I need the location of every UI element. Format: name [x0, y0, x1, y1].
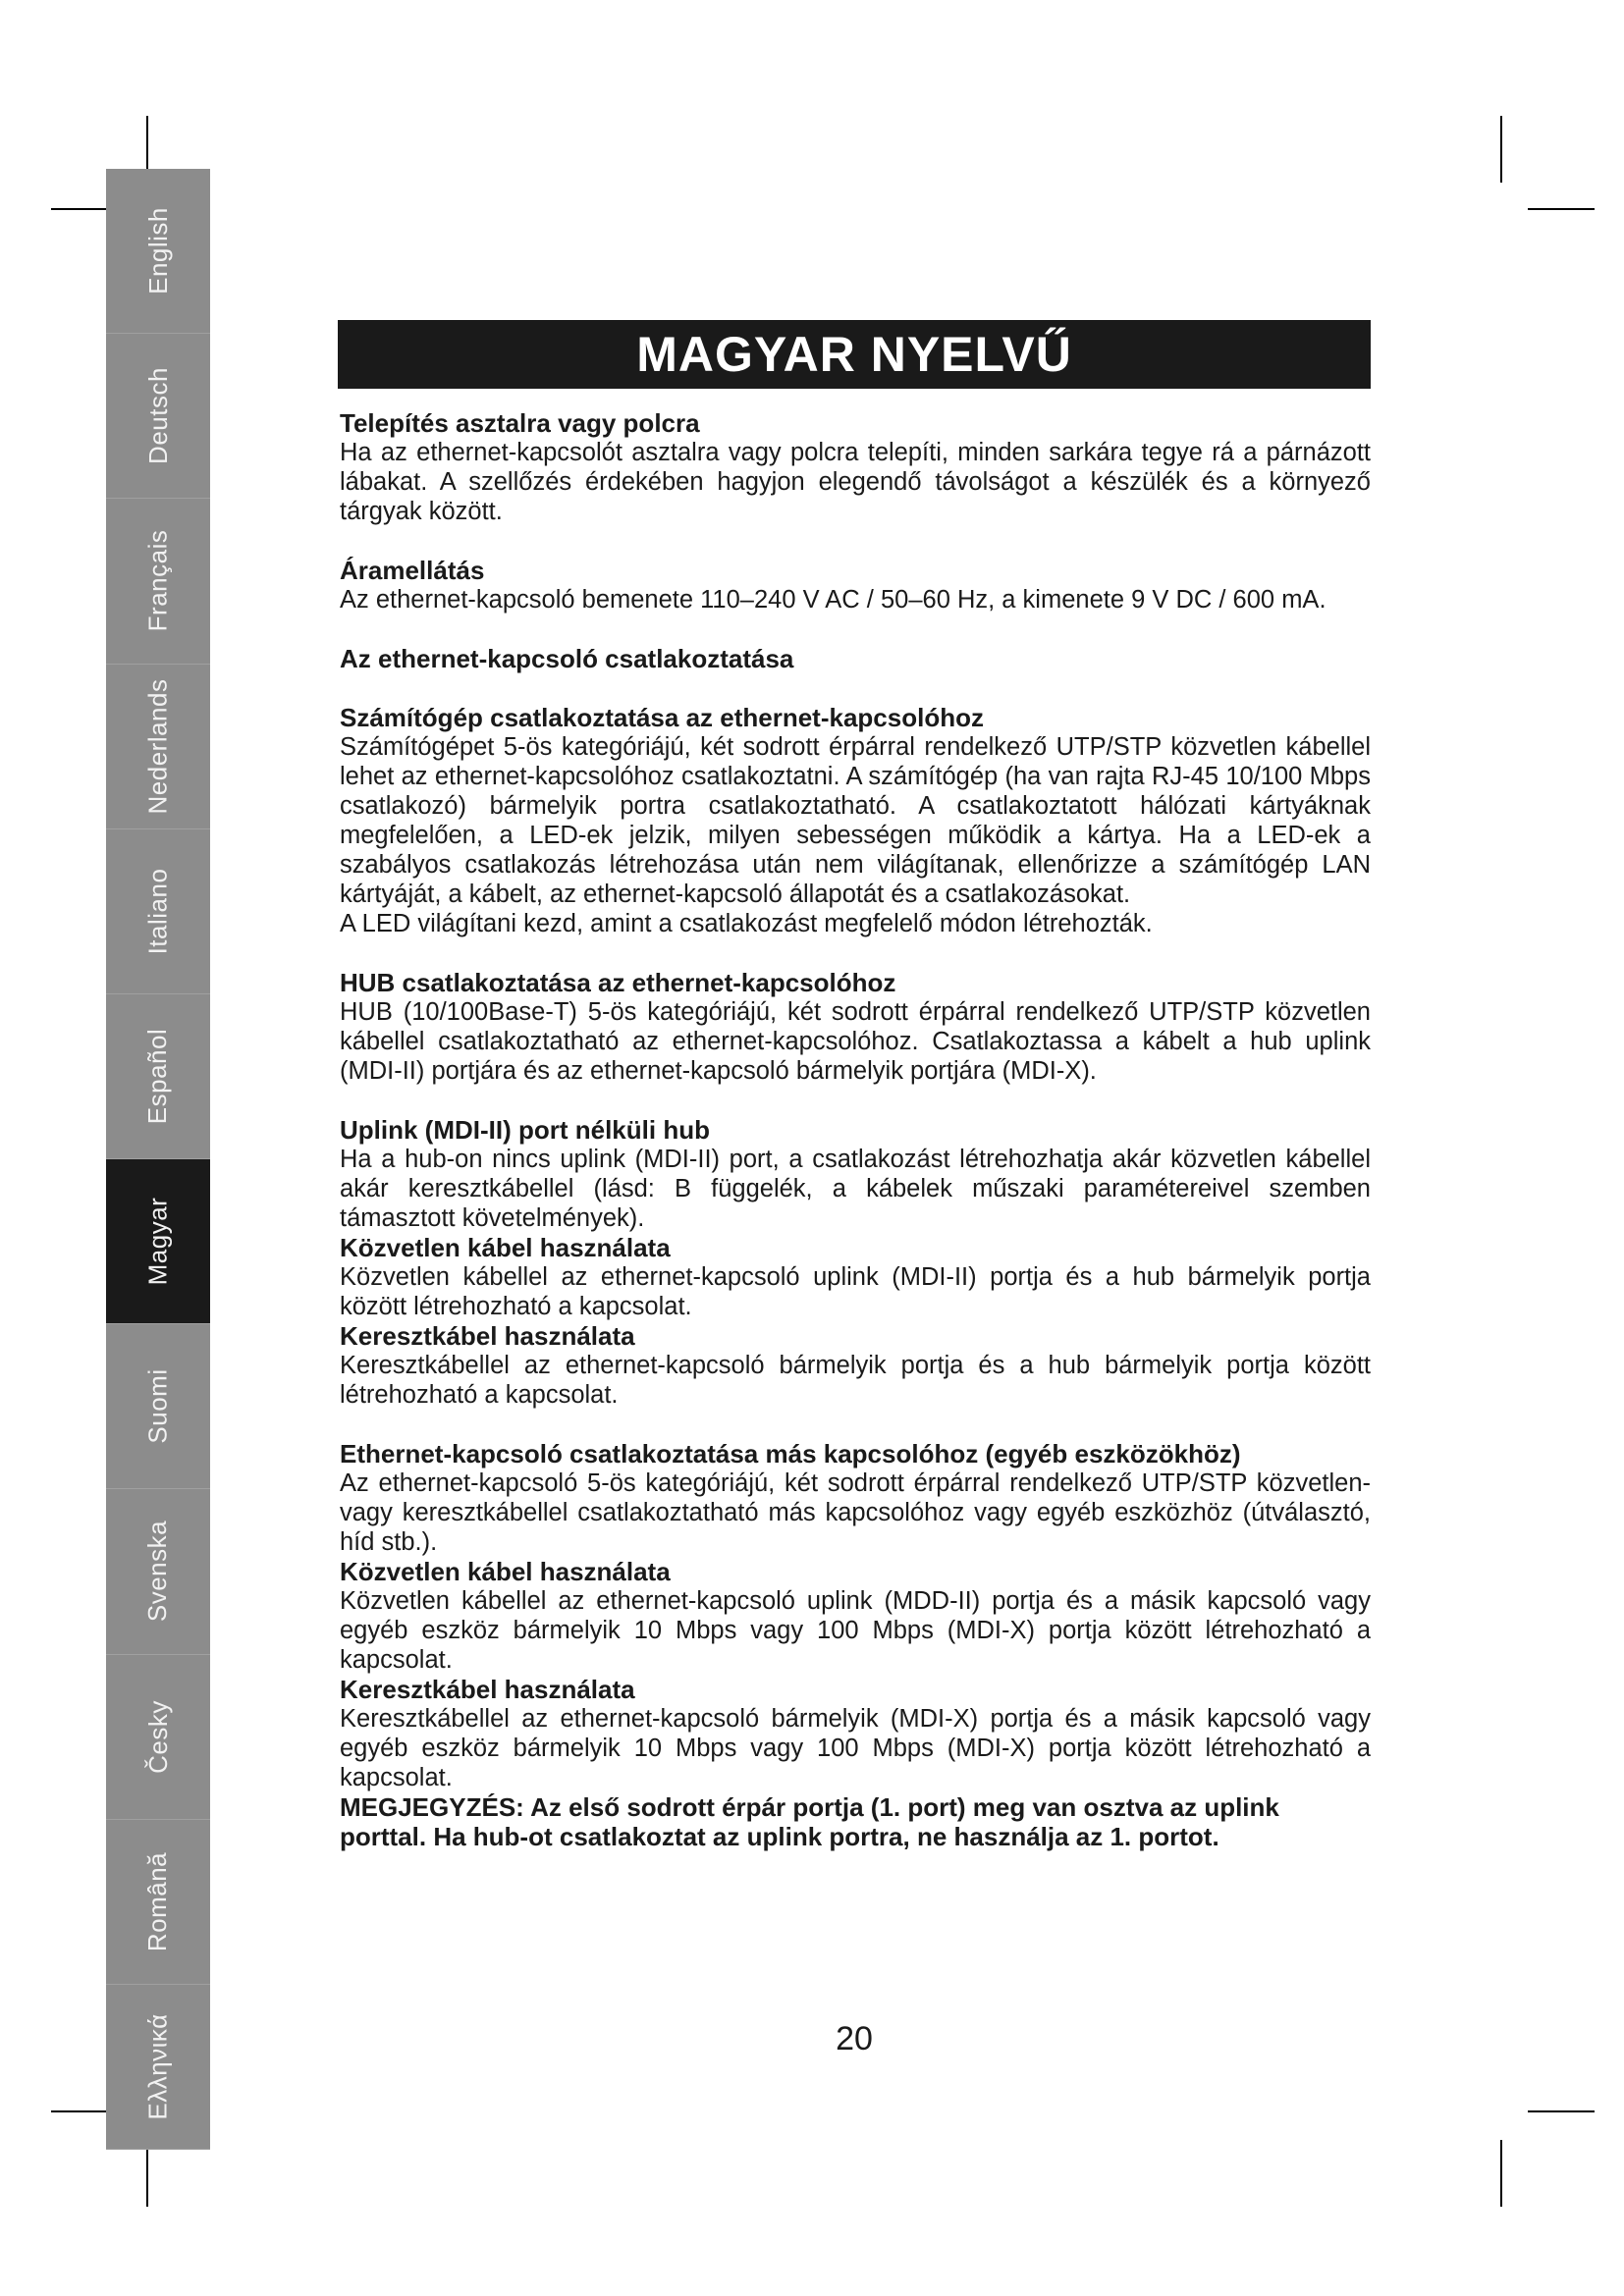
section-heading-computer: Számítógép csatlakoztatása az ethernet-kapcsolóhoz [340, 703, 984, 732]
section-heading-install: Telepítés asztalra vagy polcra [340, 408, 700, 438]
lang-tab-francais[interactable] [106, 499, 210, 664]
lang-label: Deutsch [142, 367, 173, 465]
lang-label-active: Magyar [142, 1197, 173, 1286]
lang-tab-deutsch[interactable] [106, 334, 210, 499]
paragraph-switch: Az ethernet-kapcsoló 5-ös kategóriájú, két sodrott érpárral rendelkező UTP/STP közvetlen- vagy keresztkábellel csatlakoztatható más kapcsolóhoz vagy egyéb eszközhöz (útválasztó, híd stb.). [340, 1469, 1371, 1556]
page-title: MAGYAR NYELVŰ [338, 320, 1371, 389]
document-body [340, 408, 1371, 1851]
section-heading-hub: HUB csatlakoztatása az ethernet-kapcsolóhoz [340, 968, 896, 997]
section-heading-power: Áramellátás [340, 556, 485, 585]
lang-label: Français [142, 530, 173, 632]
subheading-uplink-cross: Keresztkábel használata [340, 1321, 635, 1351]
crop-mark [146, 2140, 148, 2207]
lang-label: Svenska [142, 1521, 173, 1623]
paragraph-switch-cross: Keresztkábellel az ethernet-kapcsoló bármelyik (MDI-X) portja és a másik kapcsoló vagy egyéb eszköz bármelyik 10 Mbps vagy 100 Mbps (MDI-X) portja között létrehozható a kapcsolat. [340, 1705, 1371, 1791]
lang-tab-svenska[interactable] [106, 1489, 210, 1654]
crop-mark [1528, 208, 1595, 210]
paragraph-hub: HUB (10/100Base-T) 5-ös kategóriájú, két sodrott érpárral rendelkező UTP/STP közvetlen kábellel csatlakoztatható az ethernet-kapcsolóhoz. Csatlakoztassa a kábelt a hub uplink (MDI-II) portjára és az ethernet-kapcsoló bármelyik portjára (MDI-X). [340, 998, 1371, 1085]
paragraph-switch-direct: Közvetlen kábellel az ethernet-kapcsoló uplink (MDD-II) portja és a másik kapcsoló vagy egyéb eszköz bármelyik 10 Mbps vagy 100 Mbps (MDI-X) portja között létrehozható a kapcsolat. [340, 1587, 1371, 1674]
paragraph-install: Ha az ethernet-kapcsolót asztalra vagy polcra telepíti, minden sarkára tegye rá a párnázott lábakat. A szellőzés érdekében hagyjon elegendő távolságot a készülék és a környező tárgyak között. [340, 439, 1371, 525]
language-sidebar [106, 169, 210, 2150]
lang-tab-english[interactable] [106, 169, 210, 334]
lang-tab-espanol[interactable] [106, 994, 210, 1159]
lang-label: Română [142, 1851, 173, 1951]
subheading-switch-cross: Keresztkábel használata [340, 1675, 635, 1704]
crop-mark [1528, 2110, 1595, 2112]
lang-tab-nederlands[interactable] [106, 665, 210, 829]
paragraph-uplink: Ha a hub-on nincs uplink (MDI-II) port, a csatlakozást létrehozhatja akár közvetlen kábellel akár keresztkábellel (lásd: B függelék, a kábelek műszaki paramétereivel szemben támasztott követelmények). [340, 1146, 1371, 1232]
subheading-uplink-direct: Közvetlen kábel használata [340, 1233, 671, 1262]
lang-tab-romana[interactable] [106, 1820, 210, 1985]
lang-tab-ellinika[interactable] [106, 1985, 210, 2150]
lang-label: Ελληνικά [142, 2013, 173, 2120]
paragraph-computer: Számítógépet 5-ös kategóriájú, két sodrott érpárral rendelkező UTP/STP közvetlen kábellel lehet az ethernet-kapcsolóhoz csatlakoztatni. A számítógép (ha van rajta RJ-45 10/100 Mbps csatlakozó) bármelyik portra csatlakoztatható. A csatlakoztatott hálózati kártyáknak megfelelően, a LED-ek jelzik, milyen sebességen működik a kártya. Ha a LED-ek a szabályos csatlakozás létrehozása után nem világítanak, ellenőrizze a számítógép LAN kártyáját, a kábelt, az ethernet-kapcsoló állapotát és a csatlakozásokat. [340, 733, 1371, 908]
lang-label: Español [142, 1028, 173, 1125]
section-heading-uplink: Uplink (MDI-II) port nélküli hub [340, 1115, 710, 1145]
lang-label: Česky [142, 1699, 173, 1774]
lang-tab-magyar[interactable] [106, 1159, 210, 1324]
section-heading-switch: Ethernet-kapcsoló csatlakoztatása más kapcsolóhoz (egyéb eszközökhöz) [340, 1439, 1241, 1468]
lang-label: Italiano [142, 868, 173, 955]
paragraph-uplink-direct: Közvetlen kábellel az ethernet-kapcsoló uplink (MDI-II) portja és a hub bármelyik portja között létrehozható a kapcsolat. [340, 1263, 1371, 1320]
subheading-switch-direct: Közvetlen kábel használata [340, 1557, 671, 1586]
crop-mark [1500, 116, 1502, 183]
paragraph-computer-led: A LED világítani kezd, amint a csatlakozást megfelelő módon létrehozták. [340, 910, 1153, 937]
lang-label: Nederlands [142, 678, 173, 815]
paragraph-power: Az ethernet-kapcsoló bemenete 110–240 V AC / 50–60 Hz, a kimenete 9 V DC / 600 mA. [340, 586, 1326, 614]
crop-mark [1500, 2140, 1502, 2207]
note-paragraph: MEGJEGYZÉS: Az első sodrott érpár portja (1. port) meg van osztva az uplink porttal. Ha hub-ot csatlakoztat az uplink portra, ne használja az 1. portot. [340, 1792, 1279, 1851]
lang-tab-italiano[interactable] [106, 829, 210, 994]
lang-tab-cesky[interactable] [106, 1655, 210, 1820]
lang-tab-suomi[interactable] [106, 1324, 210, 1489]
section-heading-connect: Az ethernet-kapcsoló csatlakoztatása [340, 644, 794, 673]
paragraph-uplink-cross: Keresztkábellel az ethernet-kapcsoló bármelyik portja és a hub bármelyik portja között létrehozható a kapcsolat. [340, 1352, 1371, 1409]
lang-label: English [142, 207, 173, 294]
page-number: 20 [836, 2020, 873, 2057]
lang-label: Suomi [142, 1368, 173, 1444]
